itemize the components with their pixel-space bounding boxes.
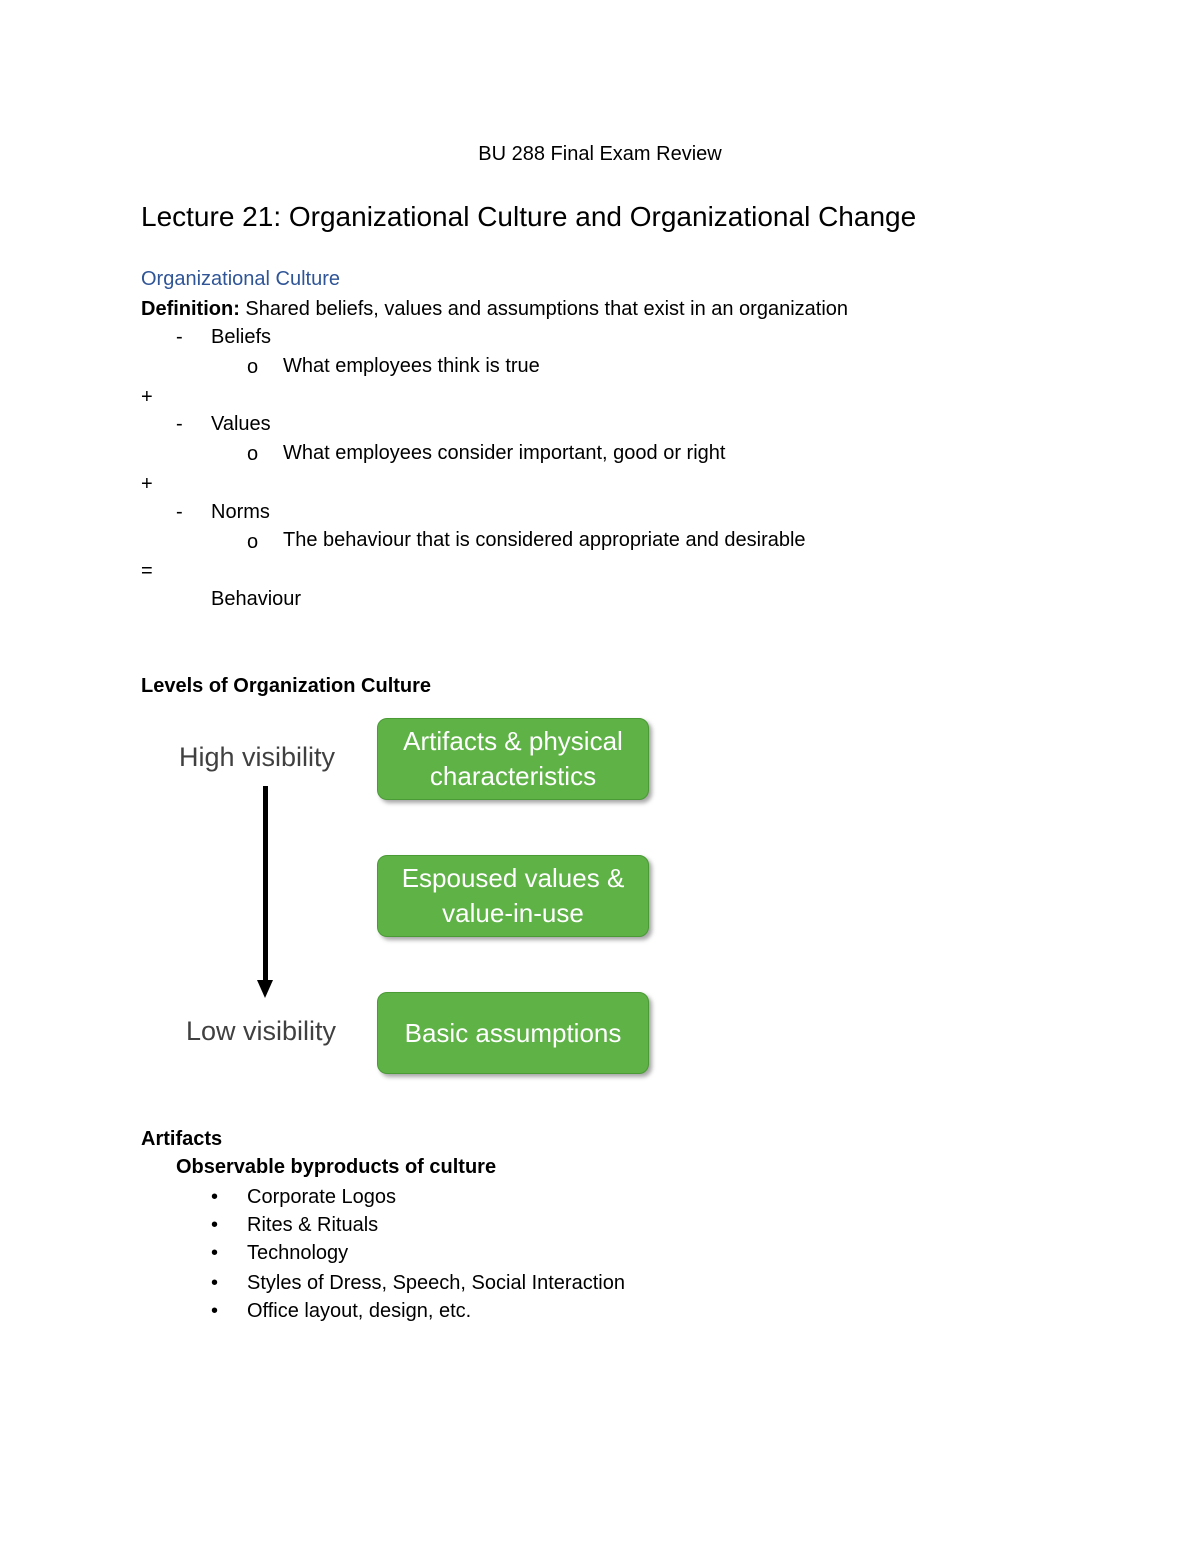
level-box-label: Basic assumptions (404, 1017, 622, 1048)
definition-line (141, 298, 848, 321)
lecture-heading: Lecture 21: Organizational Culture and Organizational Change (141, 201, 917, 232)
term-values: Values (211, 413, 271, 435)
bullet: • (211, 1214, 219, 1236)
equals-sign: = (141, 560, 153, 582)
level-box-basic-assumptions (377, 992, 649, 1074)
bullet: • (211, 1272, 219, 1294)
level-box-label: Espoused values & value-in-use (401, 863, 625, 928)
artifacts-heading: Artifacts (141, 1128, 223, 1150)
level-box-artifacts (377, 718, 649, 800)
down-arrow-icon (257, 980, 273, 998)
sub-marker: o (247, 531, 259, 553)
list-marker: - (176, 501, 183, 523)
bullet: • (211, 1300, 219, 1322)
list-marker: - (176, 326, 183, 348)
bullet: • (211, 1186, 219, 1208)
values-description: What employees consider important, good or right (283, 442, 726, 464)
org-culture-heading: Organizational Culture (141, 268, 340, 290)
plus-sign: + (141, 386, 153, 408)
sub-marker: o (247, 356, 259, 378)
norms-description: The behaviour that is considered appropriate and desirable (283, 529, 806, 551)
definition-text: Shared beliefs, values and assumptions that exist in an organization (239, 298, 849, 320)
definition-label: Definition: (141, 298, 240, 320)
levels-heading: Levels of Organization Culture (141, 675, 432, 697)
artifact-item: Office layout, design, etc. (247, 1300, 472, 1322)
term-norms: Norms (211, 501, 270, 523)
list-marker: - (176, 413, 183, 435)
visibility-arrow-shaft (263, 786, 268, 982)
artifact-item: Rites & Rituals (247, 1214, 379, 1236)
high-visibility-label: High visibility (179, 742, 336, 772)
artifacts-subheading: Observable byproducts of culture (176, 1156, 497, 1178)
artifact-item: Corporate Logos (247, 1186, 396, 1208)
artifact-item: Technology (247, 1242, 349, 1264)
artifact-item: Styles of Dress, Speech, Social Interaction (247, 1272, 625, 1294)
beliefs-description: What employees think is true (283, 355, 540, 377)
sub-marker: o (247, 443, 259, 465)
term-beliefs: Beliefs (211, 326, 272, 348)
low-visibility-label: Low visibility (186, 1016, 337, 1046)
level-box-espoused-values (377, 855, 649, 937)
level-box-label: Artifacts & physical characteristics (403, 726, 623, 791)
behaviour-result: Behaviour (211, 588, 302, 610)
bullet: • (211, 1242, 219, 1264)
plus-sign: + (141, 473, 153, 495)
document-title: BU 288 Final Exam Review (478, 143, 722, 165)
